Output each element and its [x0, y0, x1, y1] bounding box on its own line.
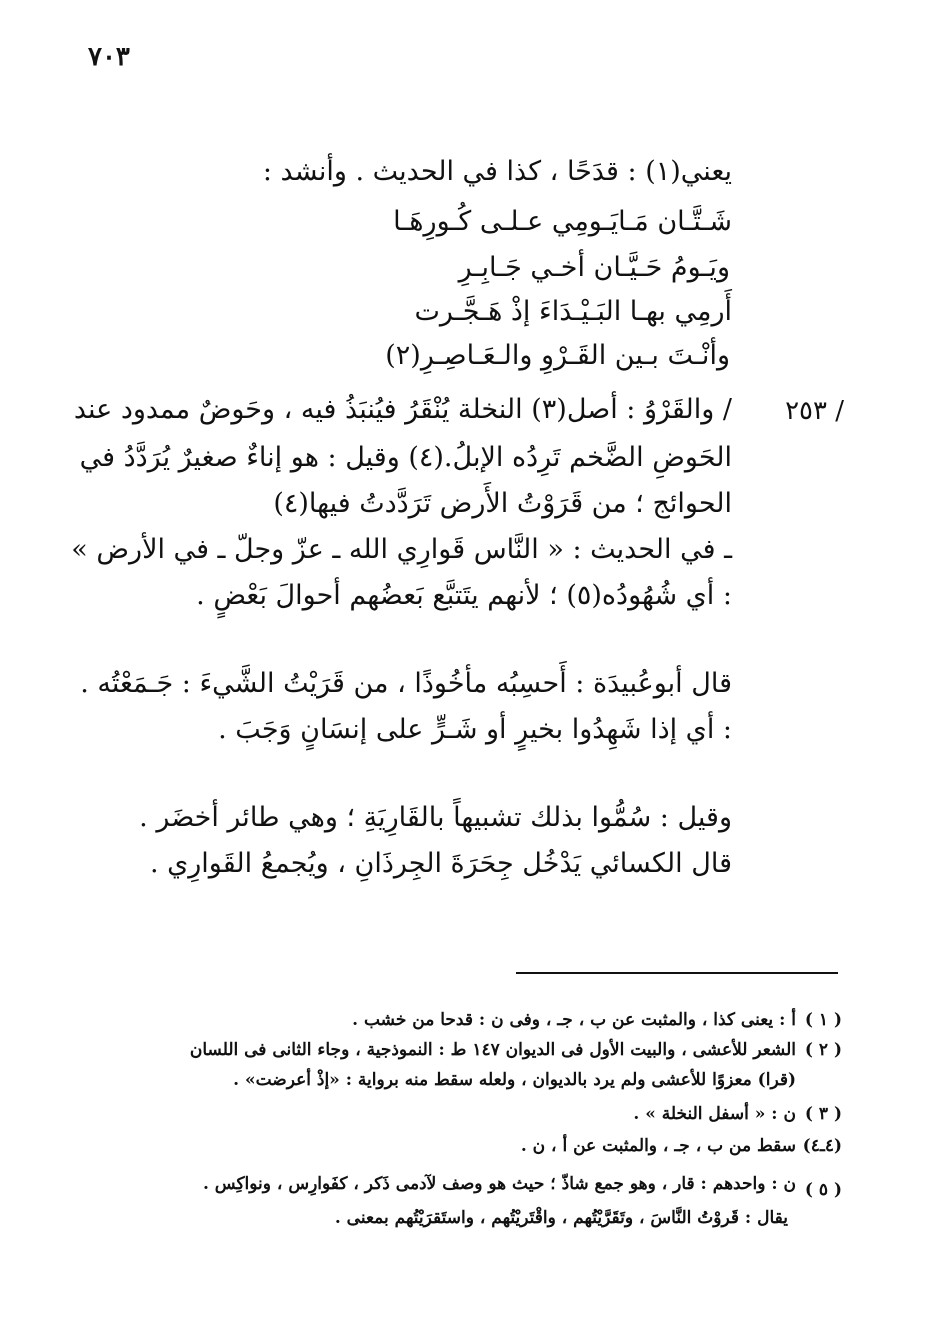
para1-line1: / والقَرْوُ : أصل(٣) النخلة يُنْقَرُ فيُنبَذُ فيه ، وحَوضٌ ممدود عند — [73, 394, 732, 425]
footnote-text-5: ن : واحدهم : قار ، وهو جمع شاذّ ؛ حيث هو وصف لآدمى ذَكر ، كفَوارِس ، ونواكِس . — [202, 1174, 796, 1194]
body-line-intro: يعني(١) : قدَحًا ، كذا في الحديث . وأنشد : — [262, 156, 732, 187]
footnote-number-2: ( ٢ ) — [804, 1040, 842, 1060]
page-number: ٧٠٣ — [88, 42, 130, 72]
footnote-text-1: أ : يعنى كذا ، والمثبت عن ب ، جـ ، وفى ن : قدحا من خشب . — [352, 1010, 796, 1030]
para3-line2: : أي إذا شَهِدُوا بخيرٍ أو شَـرٍّ على إنسَانٍ وَجَبَ . — [218, 714, 732, 745]
footnote-number-3: ( ٣ ) — [804, 1104, 842, 1124]
para1-line2: الحَوضِ الضَّخم تَرِدُه الإبلُ.(٤) وقيل : هو إناءٌ صغيرٌ يُرَدَّدُ في — [79, 442, 732, 473]
footnote-number-5: ( ٥ ) — [804, 1180, 842, 1200]
verse-2a: أَرمِي بهـا البَـيْـدَاءَ إذْ هَـجَّـرت — [414, 296, 732, 327]
footnote-text-5b: يقال : قَروْتُ النَّاسَ ، وتَقَرَّيْتُهم ، واقْتَريْتُهم ، واستَقرَيْتُهم بمعنى . — [334, 1208, 788, 1228]
footnote-number-4: (٤ـ٤) — [802, 1136, 842, 1156]
para2-line1: ـ في الحديث : « النَّاس قَوارِي الله ـ عزّ وجلّ ـ في الأرض » — [71, 534, 732, 565]
verse-1a: شَـتَّـان مَـايَـومِي عـلـى كُـورِهَـا — [393, 206, 732, 237]
footnote-text-3: ن : « أسفل النخلة » . — [633, 1104, 796, 1124]
footnote-text-2b: (قرا) معزوًا للأعشى ولم يرد بالديوان ، ولعله سقط منه برواية : «إذْ أعرضت» . — [233, 1070, 796, 1090]
footnote-divider — [516, 972, 838, 974]
footnote-text-2: الشعر للأعشى ، والبيت الأول فى الديوان ١٤٧ ط : النموذجية ، وجاء الثانى فى اللسان — [189, 1040, 796, 1060]
verse-1b: ويَـومُ حَـيَّـان أخـي جَـابِـرِ — [458, 252, 730, 283]
margin-reference: ٢٥٣ / — [785, 396, 844, 426]
footnote-number-1: ( ١ ) — [804, 1010, 842, 1030]
para4-line1: وقيل : سُمُّوا بذلك تشبيهاً بالقَارِيَةِ ؛ وهي طائر أخضَر . — [139, 802, 732, 833]
para2-line2: : أي شُهُودُه(٥) ؛ لأنهم يتَتبَّع بَعضُهم أحوالَ بَعْضٍ . — [196, 580, 732, 611]
footnote-text-4: سقط من ب ، جـ ، والمثبت عن أ ، ن . — [520, 1136, 796, 1156]
para1-line3: الحوائج ؛ من قَرَوْتُ الأَرض تَرَدَّدتُ فيها(٤) — [273, 488, 732, 519]
para3-line1: قال أبوعُبيدَة : أَحسِبُه مأخُوذًا ، من قَرَيْتُ الشَّيءَ : جَـمَعْتُه . — [80, 668, 732, 699]
verse-2b: وأنْـتَ بـين القَـرْوِ والـعَـاصِـرِ(٢) — [385, 340, 730, 371]
para4-line2: قال الكسائي يَدْخُل جِحَرَةَ الجِرذَانِ ، ويُجمعُ القَوارِي . — [149, 848, 732, 879]
